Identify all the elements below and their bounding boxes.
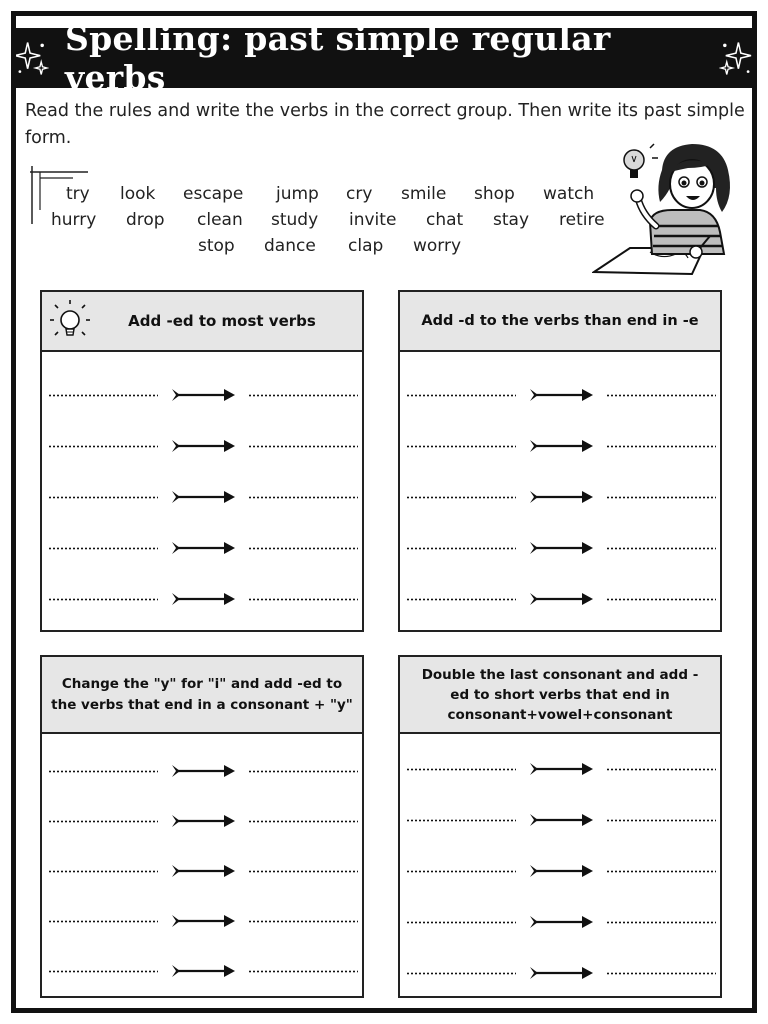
answer-row bbox=[42, 436, 362, 456]
answer-blank-verb[interactable] bbox=[48, 445, 158, 448]
answer-blank-past[interactable] bbox=[248, 820, 358, 823]
arrow-right-icon bbox=[172, 387, 236, 403]
arrow-right-icon bbox=[172, 438, 236, 454]
answer-blank-verb[interactable] bbox=[48, 870, 158, 873]
word-bank bbox=[28, 166, 628, 266]
arrow-right-icon bbox=[172, 913, 236, 929]
arrow-right-icon bbox=[530, 438, 594, 454]
word-item: dance bbox=[264, 236, 316, 256]
answer-blank-verb[interactable] bbox=[48, 970, 158, 973]
word-item: stop bbox=[198, 236, 235, 256]
answer-blank-verb[interactable] bbox=[406, 547, 516, 550]
page-title: Spelling: past simple regular verbs bbox=[64, 19, 611, 97]
arrow-right-icon bbox=[530, 863, 594, 879]
answer-row bbox=[400, 436, 720, 456]
arrow-right-icon bbox=[530, 591, 594, 607]
rule-box-header bbox=[400, 292, 720, 352]
answer-row bbox=[42, 811, 362, 831]
answer-blank-verb[interactable] bbox=[48, 820, 158, 823]
arrow-right-icon bbox=[172, 963, 236, 979]
answer-row bbox=[42, 911, 362, 931]
rule-box-title: Change the "y" for "i" and add -ed to the verbs that end in a consonant + "y" bbox=[51, 675, 353, 713]
answer-blank-verb[interactable] bbox=[406, 768, 516, 771]
answer-blank-past[interactable] bbox=[248, 496, 358, 499]
arrow-right-icon bbox=[530, 540, 594, 556]
answer-blank-past[interactable] bbox=[606, 394, 716, 397]
sparkle-icon bbox=[719, 38, 752, 78]
answer-row bbox=[400, 810, 720, 830]
rule-box-header bbox=[42, 657, 362, 734]
word-item: stay bbox=[493, 210, 530, 230]
answer-row bbox=[400, 912, 720, 932]
rule-box-change-y bbox=[40, 655, 364, 998]
answer-row bbox=[42, 385, 362, 405]
answer-blank-past[interactable] bbox=[606, 768, 716, 771]
answer-blank-verb[interactable] bbox=[48, 394, 158, 397]
word-item: drop bbox=[126, 210, 165, 230]
word-item: chat bbox=[426, 210, 464, 230]
answer-blank-past[interactable] bbox=[606, 496, 716, 499]
arrow-right-icon bbox=[530, 761, 594, 777]
arrow-right-icon bbox=[172, 591, 236, 607]
word-item: escape bbox=[183, 184, 244, 204]
word-item: study bbox=[271, 210, 319, 230]
answer-blank-verb[interactable] bbox=[48, 598, 158, 601]
rule-box-header bbox=[42, 292, 362, 352]
answer-blank-past[interactable] bbox=[248, 445, 358, 448]
rule-box-header bbox=[400, 657, 720, 734]
answer-blank-verb[interactable] bbox=[406, 921, 516, 924]
answer-blank-verb[interactable] bbox=[48, 547, 158, 550]
arrow-right-icon bbox=[530, 387, 594, 403]
answer-row bbox=[42, 538, 362, 558]
instructions-text: Read the rules and write the verbs in the correct group. Then write its past simple form. bbox=[25, 101, 745, 148]
answer-blank-past[interactable] bbox=[606, 547, 716, 550]
word-item: smile bbox=[401, 184, 447, 204]
word-item: clap bbox=[348, 236, 384, 256]
answer-blank-verb[interactable] bbox=[406, 870, 516, 873]
word-item: worry bbox=[413, 236, 462, 256]
answer-row bbox=[42, 961, 362, 981]
answer-row bbox=[42, 861, 362, 881]
answer-blank-verb[interactable] bbox=[406, 394, 516, 397]
answer-row bbox=[400, 589, 720, 609]
answer-blank-past[interactable] bbox=[248, 598, 358, 601]
answer-blank-past[interactable] bbox=[248, 970, 358, 973]
arrow-right-icon bbox=[530, 914, 594, 930]
word-item: jump bbox=[276, 184, 319, 204]
lightbulb-icon bbox=[48, 296, 94, 346]
answer-row bbox=[42, 761, 362, 781]
answer-blank-verb[interactable] bbox=[406, 972, 516, 975]
answer-row bbox=[400, 538, 720, 558]
answer-blank-past[interactable] bbox=[248, 870, 358, 873]
word-item: clean bbox=[197, 210, 243, 230]
answer-row bbox=[400, 963, 720, 983]
word-item: shop bbox=[474, 184, 515, 204]
rule-box-title: Double the last consonant and add -ed to short verbs that end in consonant+vowel+consonant bbox=[421, 666, 699, 723]
rule-box-add-ed bbox=[40, 290, 364, 632]
answer-blank-past[interactable] bbox=[606, 445, 716, 448]
word-item: hurry bbox=[51, 210, 97, 230]
answer-row bbox=[42, 487, 362, 507]
girl-writing-illustration bbox=[592, 140, 742, 280]
answer-row bbox=[42, 589, 362, 609]
answer-blank-verb[interactable] bbox=[406, 598, 516, 601]
answer-blank-verb[interactable] bbox=[406, 819, 516, 822]
rule-box-title: Add -d to the verbs than end in -e bbox=[421, 313, 699, 329]
answer-blank-past[interactable] bbox=[606, 819, 716, 822]
answer-blank-verb[interactable] bbox=[48, 496, 158, 499]
answer-blank-past[interactable] bbox=[248, 920, 358, 923]
answer-blank-past[interactable] bbox=[606, 870, 716, 873]
answer-blank-past[interactable] bbox=[606, 921, 716, 924]
word-item: invite bbox=[349, 210, 397, 230]
answer-blank-verb[interactable] bbox=[406, 496, 516, 499]
rule-box-title: Add -ed to most verbs bbox=[128, 312, 316, 330]
arrow-right-icon bbox=[172, 489, 236, 505]
answer-blank-past[interactable] bbox=[248, 394, 358, 397]
answer-blank-past[interactable] bbox=[248, 547, 358, 550]
title-bar bbox=[16, 19, 752, 97]
answer-blank-past[interactable] bbox=[606, 972, 716, 975]
arrow-right-icon bbox=[172, 813, 236, 829]
arrow-right-icon bbox=[530, 812, 594, 828]
rule-box-double-consonant bbox=[398, 655, 722, 998]
rule-box-add-d bbox=[398, 290, 722, 632]
answer-row bbox=[400, 487, 720, 507]
word-item: try bbox=[66, 184, 90, 204]
arrow-right-icon bbox=[530, 489, 594, 505]
word-item: retire bbox=[559, 210, 605, 230]
arrow-right-icon bbox=[172, 763, 236, 779]
answer-row bbox=[400, 759, 720, 779]
answer-blank-past[interactable] bbox=[606, 598, 716, 601]
arrow-right-icon bbox=[172, 863, 236, 879]
arrow-right-icon bbox=[172, 540, 236, 556]
answer-row bbox=[400, 861, 720, 881]
word-item: look bbox=[120, 184, 156, 204]
sparkle-icon bbox=[16, 38, 49, 78]
answer-blank-verb[interactable] bbox=[48, 920, 158, 923]
word-item: watch bbox=[543, 184, 595, 204]
arrow-right-icon bbox=[530, 965, 594, 981]
answer-blank-verb[interactable] bbox=[406, 445, 516, 448]
word-item: cry bbox=[346, 184, 373, 204]
answer-blank-verb[interactable] bbox=[48, 770, 158, 773]
answer-row bbox=[400, 385, 720, 405]
answer-blank-past[interactable] bbox=[248, 770, 358, 773]
